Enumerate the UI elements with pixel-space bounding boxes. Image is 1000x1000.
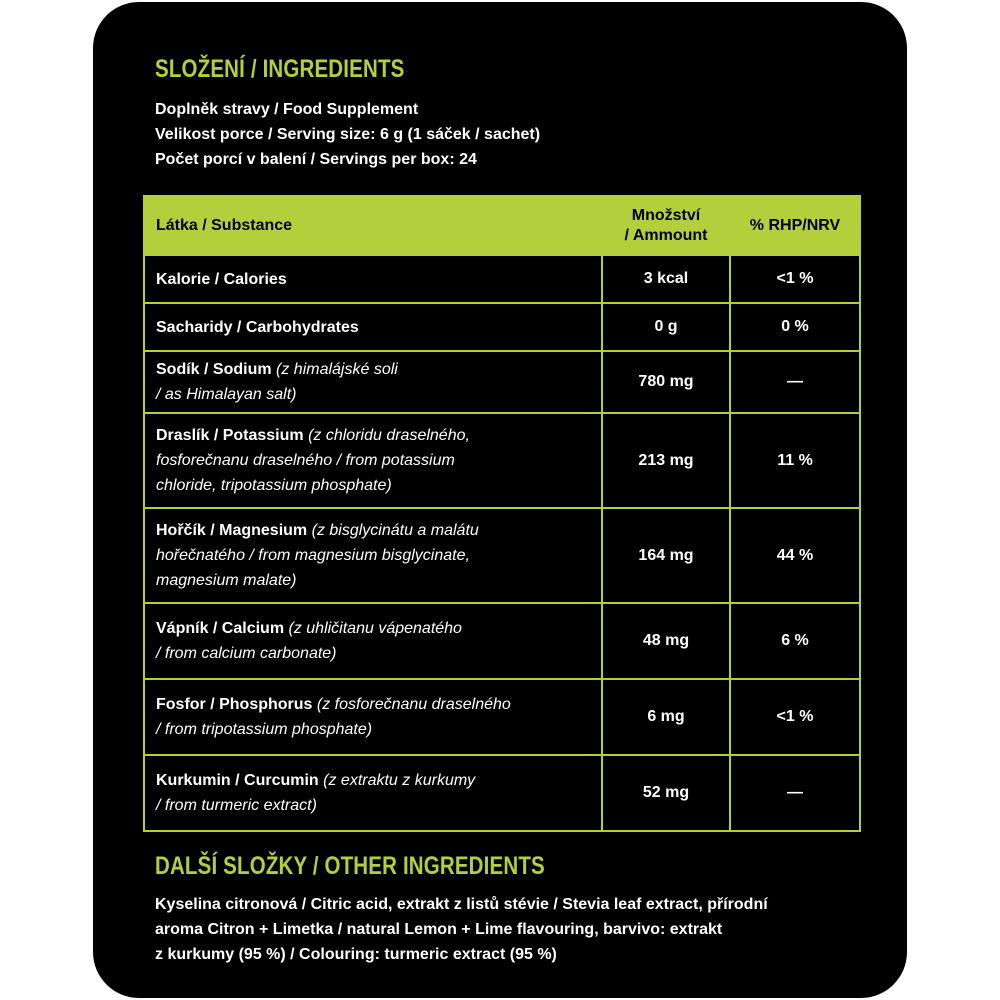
table-row <box>144 351 860 413</box>
substance-detail: (z chloridu draselného, <box>308 427 470 444</box>
nrv-cell: — <box>730 755 860 831</box>
substance-detail: / from tripotassium phosphate) <box>156 721 373 738</box>
other-ingredients-line: Kyselina citronová / Citric acid, extrakt z listů stévie / Stevia leaf extract, přírodní <box>155 896 768 913</box>
substance-name: Fosfor / Phosphorus <box>156 696 313 713</box>
substance-cell <box>144 255 602 303</box>
substance-name: Kalorie / Calories <box>156 270 287 288</box>
substance-detail: (z extraktu z kurkumy <box>323 772 476 789</box>
table-row <box>144 255 860 303</box>
other-ingredients-text <box>155 892 875 967</box>
nrv-cell: — <box>730 351 860 413</box>
ingredients-heading: SLOŽENÍ / INGREDIENTS <box>155 55 405 83</box>
substance-line <box>156 423 590 448</box>
substance-name: Hořčík / Magnesium <box>156 522 308 539</box>
substance-header: Látka / Substance <box>144 196 602 255</box>
substance-detail: hořečnatého / from magnesium bisglycinate, <box>156 547 470 564</box>
product-info <box>155 97 540 172</box>
substance-detail: (z uhličitanu vápenatého <box>288 620 462 637</box>
substance-line <box>156 692 590 717</box>
table-row <box>144 603 860 679</box>
table-header-row <box>144 196 860 255</box>
substance-name: Sodík / Sodium <box>156 361 272 378</box>
amount-cell: 52 mg <box>602 755 730 831</box>
substance-cell <box>144 303 602 351</box>
amount-cell: 3 kcal <box>602 255 730 303</box>
amount-cell: 164 mg <box>602 508 730 603</box>
supplement-type: Doplněk stravy / Food Supplement <box>155 101 419 118</box>
substance-detail: / from turmeric extract) <box>156 797 317 814</box>
nrv-cell: 11 % <box>730 413 860 508</box>
substance-detail: (z fosforečnanu draselného <box>316 696 511 713</box>
substance-cell <box>144 755 602 831</box>
nrv-cell: <1 % <box>730 679 860 755</box>
substance-detail: / from calcium carbonate) <box>156 645 337 662</box>
substance-cell <box>144 413 602 508</box>
table-row <box>144 508 860 603</box>
nrv-header: % RHP/NRV <box>730 196 860 255</box>
nrv-cell: 0 % <box>730 303 860 351</box>
substance-detail: chloride, tripotassium phosphate) <box>156 477 392 494</box>
serving-size: Velikost porce / Serving size: 6 g (1 sáček / sachet) <box>155 126 541 143</box>
substance-line <box>156 267 590 292</box>
nrv-cell: <1 % <box>730 255 860 303</box>
other-ingredients-heading: DALŠÍ SLOŽKY / OTHER INGREDIENTS <box>155 852 545 880</box>
substance-name: Vápník / Calcium <box>156 620 285 637</box>
amount-cell: 48 mg <box>602 603 730 679</box>
substance-line <box>156 768 590 793</box>
substance-name: Draslík / Potassium <box>156 427 304 444</box>
substance-line <box>156 357 590 382</box>
substance-cell <box>144 351 602 413</box>
nrv-cell: 44 % <box>730 508 860 603</box>
table-row <box>144 303 860 351</box>
table-row <box>144 413 860 508</box>
amount-cell: 780 mg <box>602 351 730 413</box>
servings-per-box: Počet porcí v balení / Servings per box: 24 <box>155 151 477 168</box>
substance-detail: fosforečnanu draselného / from potassium <box>156 452 455 469</box>
table-row <box>144 755 860 831</box>
amount-header <box>602 196 730 255</box>
amount-header-line2: / Ammount <box>624 226 708 244</box>
substance-detail: (z bisglycinátu a malátu <box>311 522 479 539</box>
substance-cell <box>144 603 602 679</box>
other-ingredients-line: z kurkumy (95 %) / Colouring: turmeric extract (95 %) <box>155 946 557 963</box>
other-ingredients-line: aroma Citron + Limetka / natural Lemon + Lime flavouring, barvivo: extrakt <box>155 921 723 938</box>
substance-name: Kurkumin / Curcumin <box>156 772 319 789</box>
amount-cell: 213 mg <box>602 413 730 508</box>
substance-detail: / as Himalayan salt) <box>156 386 297 403</box>
table-row <box>144 679 860 755</box>
substance-detail: magnesium malate) <box>156 572 297 589</box>
nutrition-table <box>143 195 861 832</box>
amount-cell: 6 mg <box>602 679 730 755</box>
substance-cell <box>144 679 602 755</box>
substance-line <box>156 616 590 641</box>
substance-cell <box>144 508 602 603</box>
substance-detail: (z himalájské soli <box>276 361 398 378</box>
amount-header-line1: Množství <box>631 206 701 224</box>
substance-name: Sacharidy / Carbohydrates <box>156 318 359 336</box>
nrv-cell: 6 % <box>730 603 860 679</box>
substance-line <box>156 518 590 543</box>
amount-cell: 0 g <box>602 303 730 351</box>
substance-line <box>156 315 590 340</box>
